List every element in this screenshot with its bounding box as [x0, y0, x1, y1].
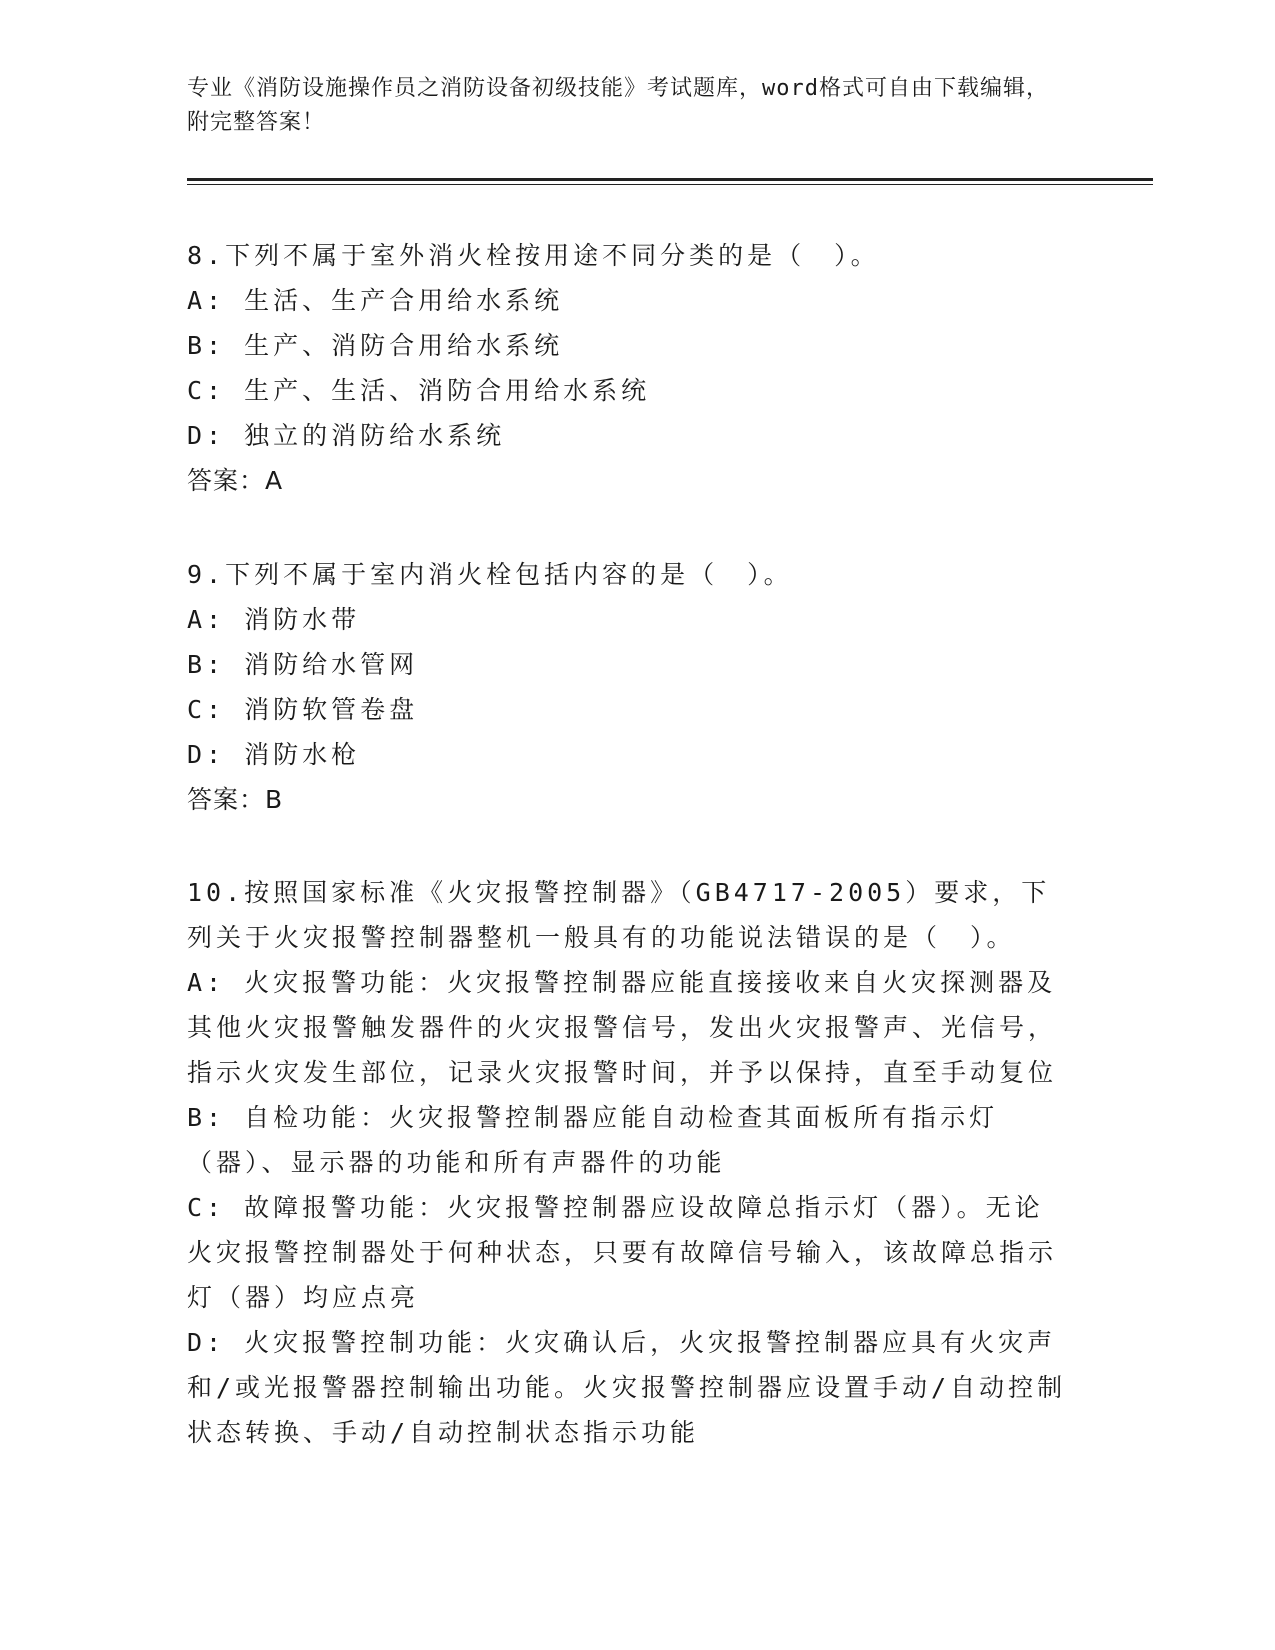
option-a: A: 火灾报警功能：火灾报警控制器应能直接接收来自火灾探测器及其他火灾报警触发器件的火灾报警信号，发出火灾报警声、光信号，指示火灾发生部位，记录火灾报警时间，并予以保持，直至手动复位 [187, 968, 1058, 1087]
header-text: 专业《消防设施操作员之消防设备初级技能》考试题库，word格式可自由下载编辑，附完整答案！ [187, 76, 1049, 135]
question-stem: 8.下列不属于室外消火栓按用途不同分类的是（ ）。 [187, 241, 880, 270]
option-b: B: 自检功能：火灾报警控制器应能自动检查其面板所有指示灯（器）、显示器的功能和所有声器件的功能 [187, 1103, 999, 1177]
answer-text: 答案：A [187, 466, 284, 495]
option-d: D: 消防水枪 [187, 740, 361, 769]
option-c: C: 故障报警功能：火灾报警控制器应设故障总指示灯（器）。无论火灾报警控制器处于何种状态，只要有故障信号输入，该故障总指示灯（器）均应点亮 [187, 1193, 1058, 1312]
header-rule-thick [187, 178, 1153, 181]
option-a: A: 消防水带 [187, 605, 361, 634]
question-stem: 10.按照国家标准《火灾报警控制器》（GB4717-2005）要求，下列关于火灾报警控制器整机一般具有的功能说法错误的是（ ）。 [187, 878, 1051, 952]
option-d: D: 火灾报警控制功能：火灾确认后，火灾报警控制器应具有火灾声和/或光报警器控制输出功能。火灾报警控制器应设置手动/自动控制状态转换、手动/自动控制状态指示功能 [187, 1328, 1067, 1447]
answer-text: 答案：B [187, 785, 284, 814]
option-a: A: 生活、生产合用给水系统 [187, 286, 564, 315]
question-9 [187, 552, 1067, 822]
option-d: D: 独立的消防给水系统 [187, 421, 506, 450]
option-b: B: 消防给水管网 [187, 650, 419, 679]
option-b: B: 生产、消防合用给水系统 [187, 331, 564, 360]
option-c: C: 消防软管卷盘 [187, 695, 419, 724]
header-rule-thin [187, 184, 1153, 185]
question-stem: 9.下列不属于室内消火栓包括内容的是（ ）。 [187, 560, 793, 589]
option-c: C: 生产、生活、消防合用给水系统 [187, 376, 651, 405]
question-10 [187, 870, 1067, 1455]
question-8 [187, 233, 1067, 503]
document-header [187, 72, 1067, 140]
